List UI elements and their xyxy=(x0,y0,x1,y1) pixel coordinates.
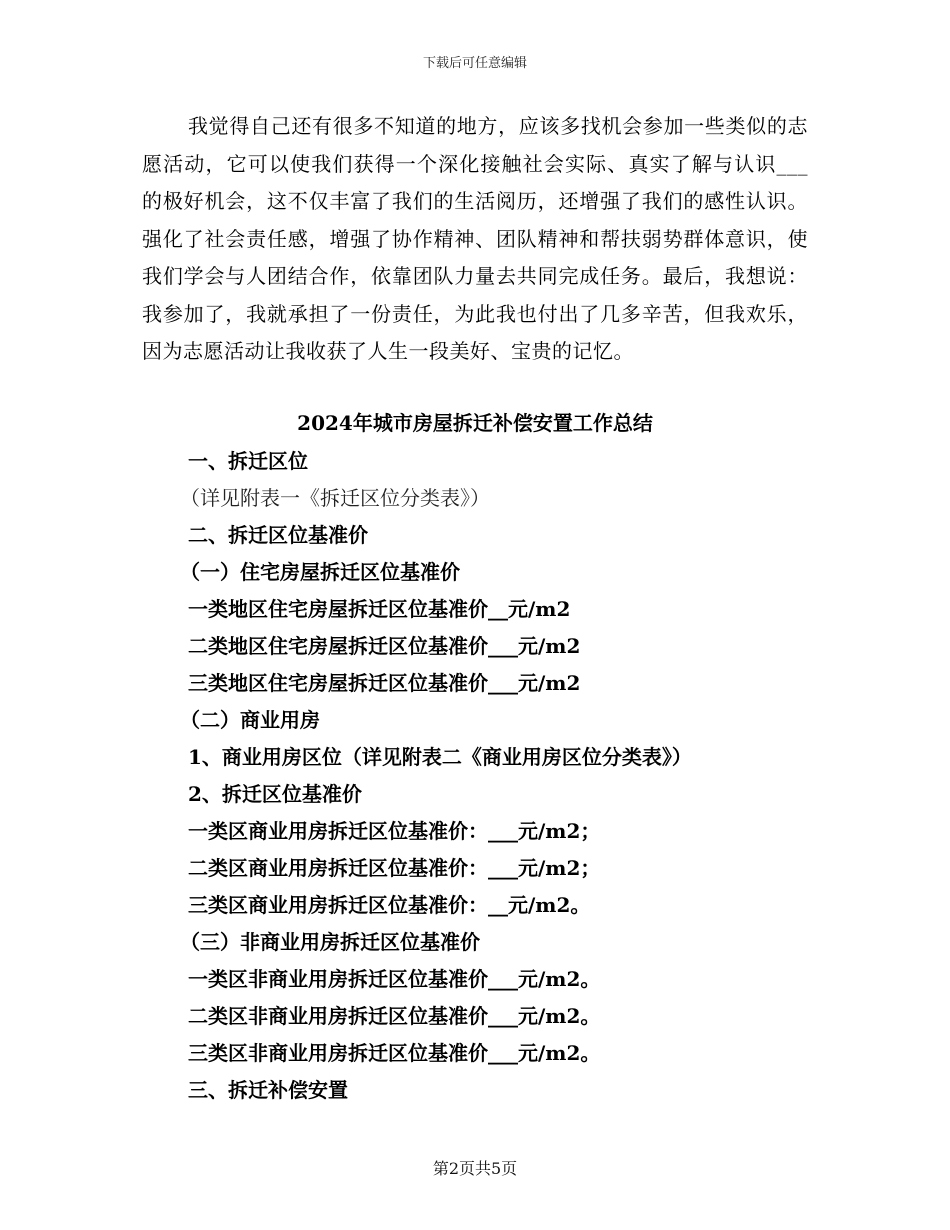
price-line: 三类地区住宅房屋拆迁区位基准价___元/m2 xyxy=(188,671,581,695)
page-header: 下载后可任意编辑 xyxy=(422,56,527,71)
reference-note: （详见附表一《拆迁区位分类表》） xyxy=(180,486,490,510)
list-item: 2、拆迁区位基准价 xyxy=(188,782,362,806)
price-line: 一类区商业用房拆迁区位基准价：___元/m2； xyxy=(188,819,601,843)
section-heading: 三、拆迁补偿安置 xyxy=(188,1078,348,1102)
subsection-heading: （二）商业用房 xyxy=(180,708,320,732)
page-footer: 第2页共5页 xyxy=(432,1159,518,1178)
price-line: 一类区非商业用房拆迁区位基准价___元/m2。 xyxy=(188,967,601,991)
price-line: 一类地区住宅房屋拆迁区位基准价__元/m2 xyxy=(188,597,571,621)
intro-paragraph: 我觉得自己还有很多不知道的地方，应该多找机会参加一些类似的志愿活动，它可以使我们获得一个深化接触社会实际、真实了解与认识___的极好机会，这不仅丰富了我们的生活阅历，还增强了我们的感性认识。强化了社会责任感，增强了协作精神、团队精神和帮扶弱势群体意识，使我们学会与人团结合作，依靠团队力量去共同完成任务。最后，我想说：我参加了，我就承担了一份责任，为此我也付出了几多辛苦，但我欢乐，因为志愿活动让我收获了人生一段美好、宝贵的记忆。 xyxy=(142,114,808,363)
section-heading: 二、拆迁区位基准价 xyxy=(188,523,368,547)
price-line: 三类区非商业用房拆迁区位基准价___元/m2。 xyxy=(188,1041,601,1065)
list-item: 1、商业用房区位（详见附表二《商业用房区位分类表》） xyxy=(188,745,692,769)
section-heading: 一、拆迁区位 xyxy=(188,449,308,473)
price-line: 二类地区住宅房屋拆迁区位基准价___元/m2 xyxy=(188,634,581,658)
document-title: 2024年城市房屋拆迁补偿安置工作总结 xyxy=(297,411,653,435)
subsection-heading: （三）非商业用房拆迁区位基准价 xyxy=(180,930,480,954)
content-lines xyxy=(142,443,842,1109)
price-line: 二类区商业用房拆迁区位基准价：___元/m2； xyxy=(188,856,601,880)
price-line: 三类区商业用房拆迁区位基准价：__元/m2。 xyxy=(188,893,591,917)
price-line: 二类区非商业用房拆迁区位基准价___元/m2。 xyxy=(188,1004,601,1028)
subsection-heading: （一）住宅房屋拆迁区位基准价 xyxy=(180,560,460,584)
